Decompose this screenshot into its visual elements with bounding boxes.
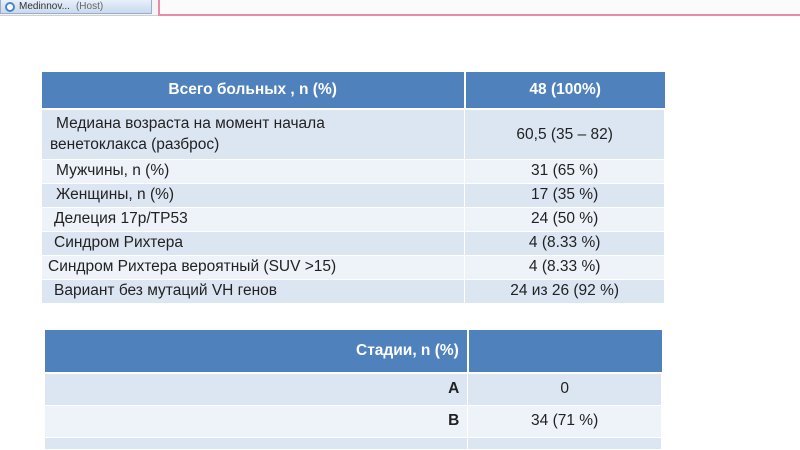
header-cell-value: 48 (100%) bbox=[465, 72, 665, 109]
row-value: 4 (8.33 %) bbox=[465, 255, 665, 279]
patients-table bbox=[41, 72, 665, 304]
stages-table bbox=[44, 330, 662, 450]
host-tab-host: (Host) bbox=[75, 1, 104, 12]
table-row bbox=[42, 255, 665, 279]
row-value: 4 (8.33 %) bbox=[465, 231, 665, 255]
host-tab-label: Medinnov... bbox=[19, 1, 70, 12]
table-row bbox=[45, 437, 662, 449]
row-label-line: венетоклакса (разброс) bbox=[50, 136, 220, 154]
patients-table-header bbox=[42, 72, 665, 109]
row-value: 31 (65 %) bbox=[465, 159, 665, 183]
row-value: 24 из 26 (92 %) bbox=[465, 279, 665, 303]
table-row bbox=[42, 279, 665, 303]
table-row bbox=[42, 159, 665, 183]
table-row bbox=[42, 207, 665, 231]
row-label-line: Медиана возраста на момент начала bbox=[56, 115, 325, 133]
table-row bbox=[45, 373, 662, 405]
row-label: A bbox=[45, 373, 468, 405]
row-label: Синдром Рихтера вероятный (SUV >15) bbox=[42, 255, 465, 279]
header-cell-value bbox=[468, 330, 662, 373]
row-label: Вариант без мутаций VH генов bbox=[42, 279, 465, 303]
header-cell-label: Стадии, n (%) bbox=[45, 330, 468, 373]
row-label: B bbox=[45, 405, 468, 437]
row-value: 17 (35 %) bbox=[465, 183, 665, 207]
host-tab[interactable] bbox=[0, 0, 152, 14]
row-value: 34 (71 %) bbox=[468, 405, 662, 437]
row-label: Делеция 17p/TP53 bbox=[42, 207, 465, 231]
row-label: Женщины, n (%) bbox=[42, 183, 465, 207]
host-window-frame bbox=[158, 0, 800, 16]
app-logo-icon bbox=[5, 2, 15, 12]
row-label: Мужчины, n (%) bbox=[42, 159, 465, 183]
table-row bbox=[42, 231, 665, 255]
table-row bbox=[42, 109, 665, 159]
host-window-bar bbox=[0, 0, 800, 16]
row-label: Синдром Рихтера bbox=[42, 231, 465, 255]
row-label bbox=[45, 437, 468, 449]
row-value bbox=[468, 437, 662, 449]
row-label bbox=[42, 109, 465, 159]
stages-table-header bbox=[45, 330, 662, 373]
header-cell-label: Всего больных , n (%) bbox=[42, 72, 465, 109]
row-value: 24 (50 %) bbox=[465, 207, 665, 231]
table-row bbox=[45, 405, 662, 437]
row-value: 60,5 (35 – 82) bbox=[465, 109, 665, 159]
row-value: 0 bbox=[468, 373, 662, 405]
table-row bbox=[42, 183, 665, 207]
